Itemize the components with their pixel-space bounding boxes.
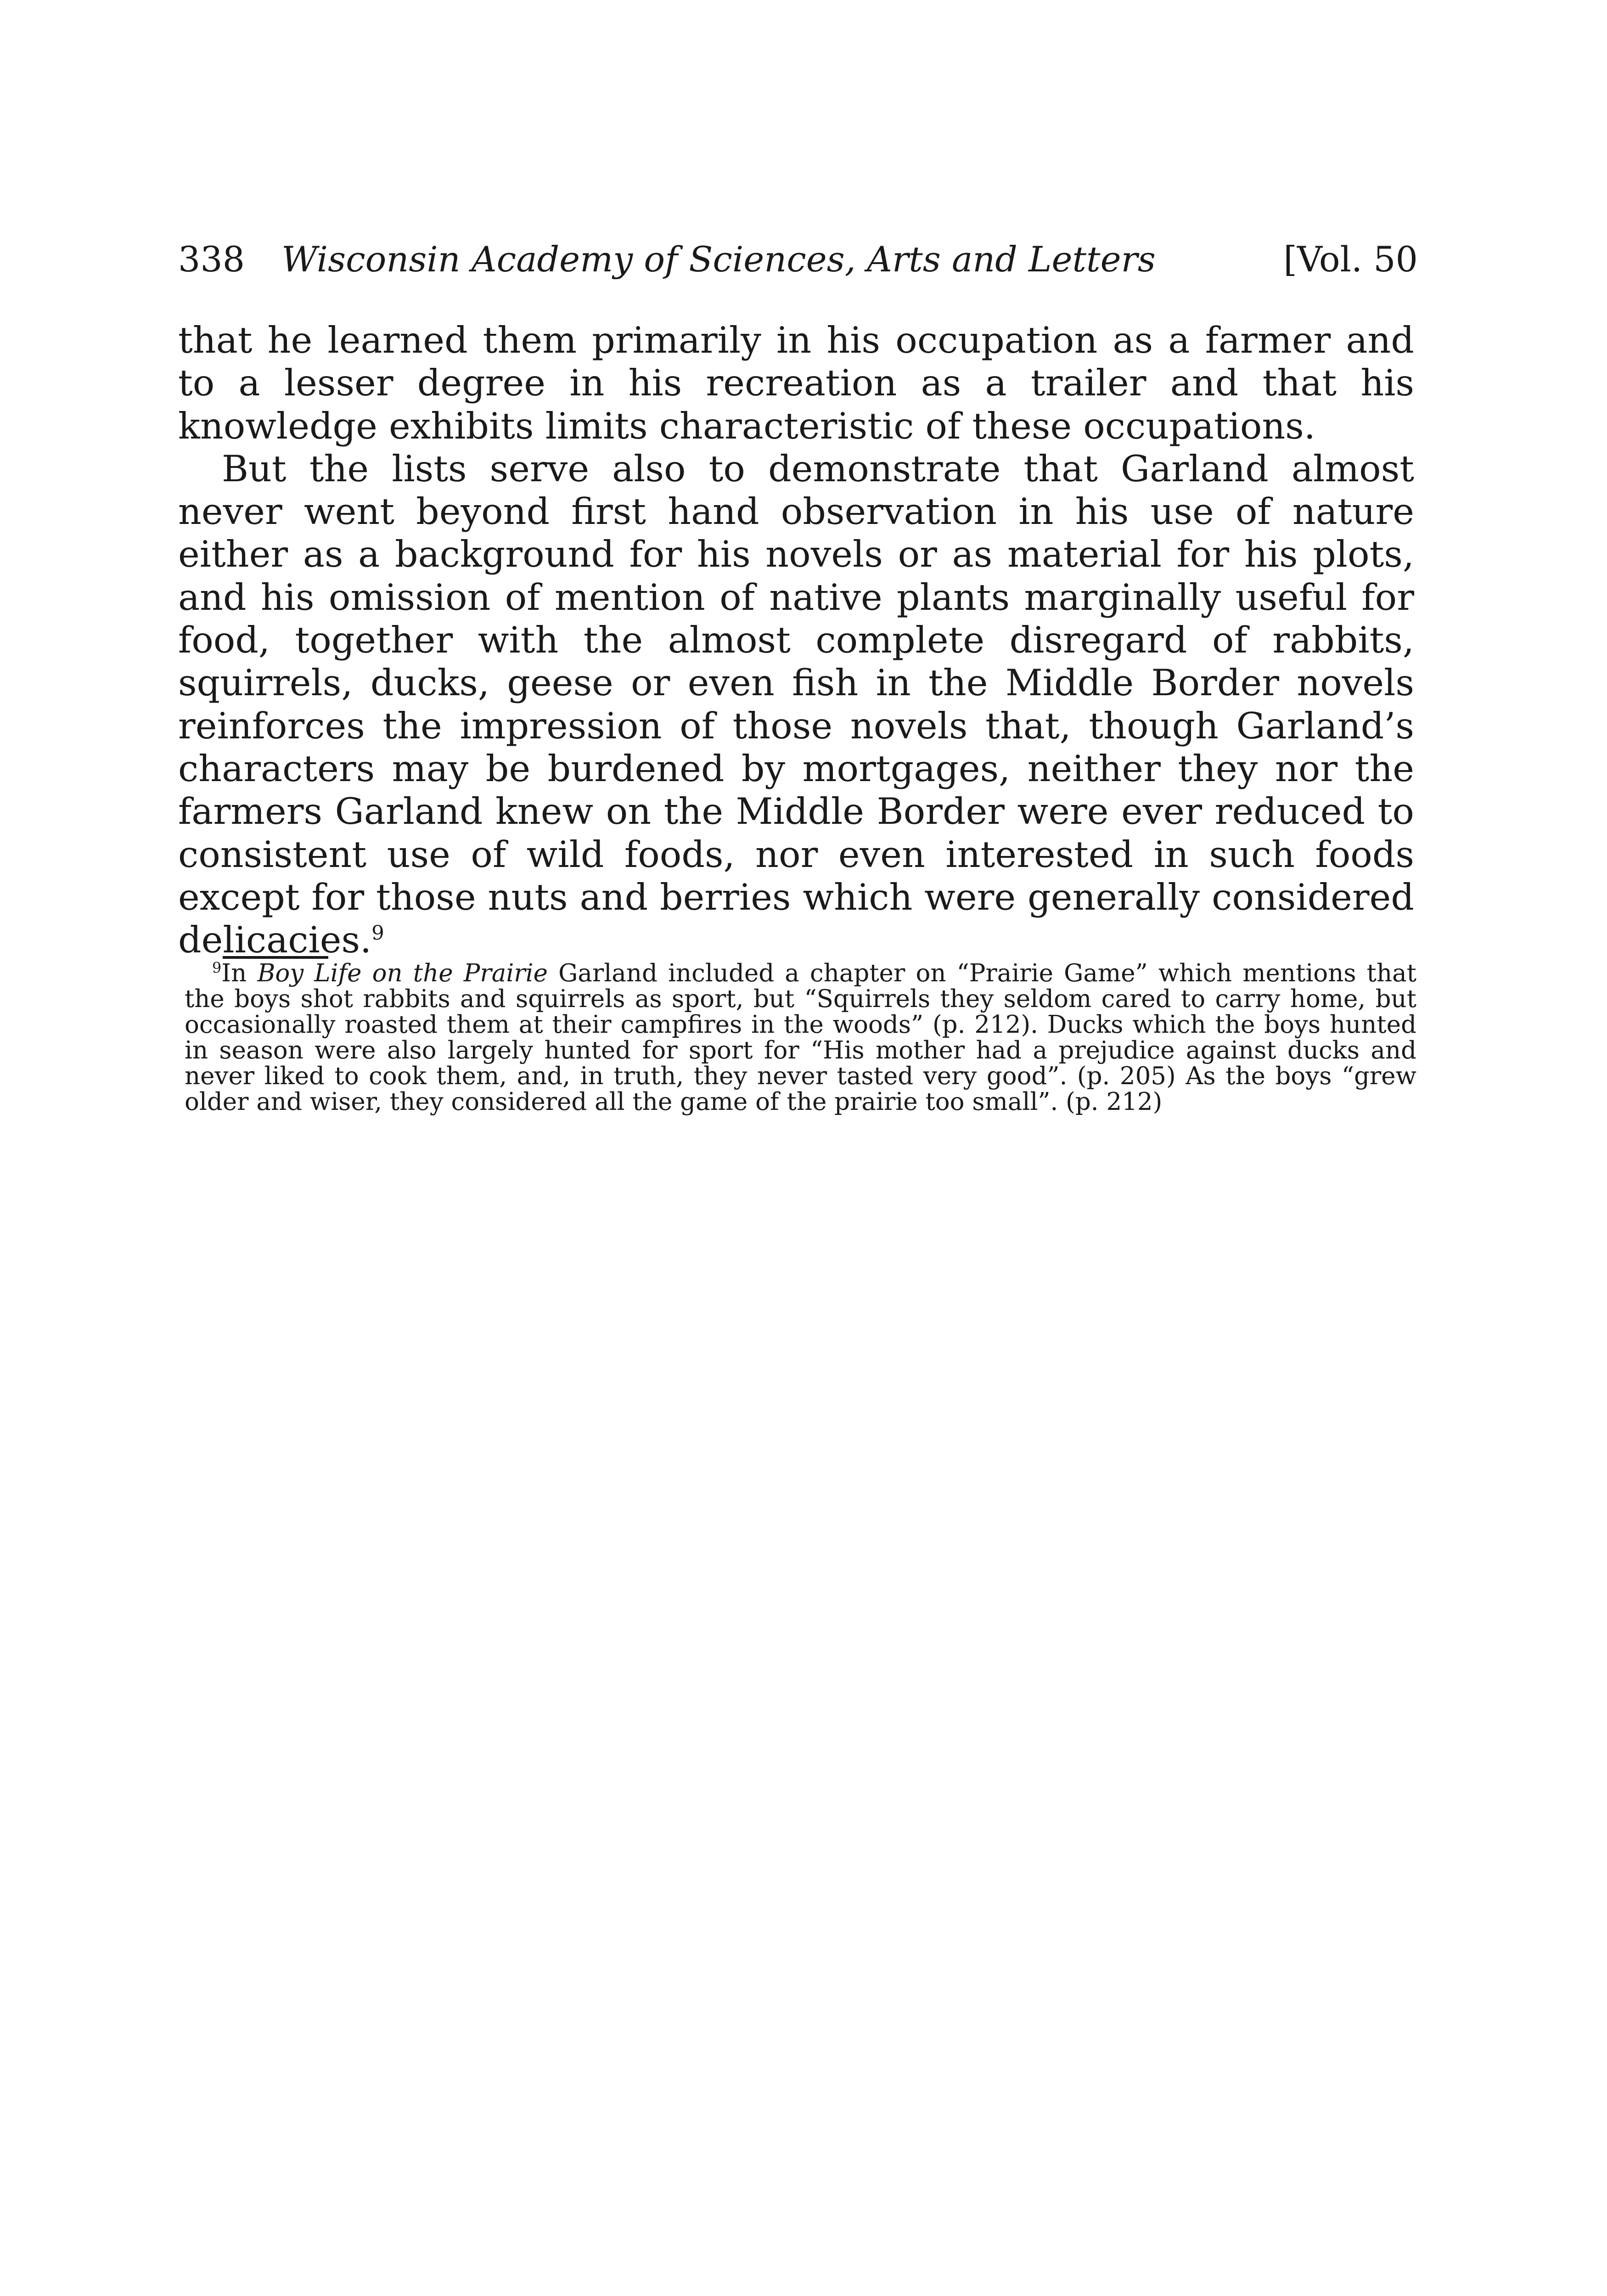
footnote-reference: 9 [371, 922, 384, 945]
footnote-paragraph [185, 961, 1416, 1115]
running-header [178, 236, 1418, 282]
paragraph-2 [178, 448, 1414, 962]
running-title: Wisconsin Academy of Sciences, Arts and Letters [281, 239, 1156, 280]
page-number: 338 [178, 239, 245, 280]
footnote-intro: In [221, 959, 258, 987]
footnote-marker: 9 [212, 959, 222, 977]
paragraph-1: that he learned them primarily in his occupation as a farmer and to a lesser degree in his recreation as a trailer and that his knowledge exhibits limits characteristic of these occupations. [178, 319, 1414, 447]
volume-label: [Vol. 50 [1283, 239, 1418, 280]
footnote-text: Garland included a chapter on “Prairie Game” which mentions that the boys shot rabbits and squirrels as sport, but “Squirrels they seldom cared to carry home, but occasionally roasted them at their campfires in the woods” (p. 212). Ducks which the boys hunted in season were also largely hunted for sport for “His mother had a prejudice against ducks and never liked to cook them, and, in truth, they never tasted very good”. (p. 205) As the boys “grew older and wiser, they considered all the game of the prairie too small”. (p. 212) [185, 959, 1416, 1116]
body-text [178, 319, 1414, 962]
footnote [185, 961, 1416, 1115]
footnote-book-title: Boy Life on the Prairie [257, 959, 548, 987]
footnote-divider [223, 956, 328, 959]
paragraph-2-text: But the lists serve also to demonstrate that Garland almost never went beyond first hand observation in his use of nature either as a background for his novels or as material for his plots, and his omission of mention of native plants marginally useful for food, together with the almost complete disregard of rabbits, squirrels, ducks, geese or even fish in the Middle Border novels reinforces the impression of those novels that, though Garland’s characters may be burdened by mortgages, neither they nor the farmers Garland knew on the Middle Border were ever reduced to consistent use of wild foods, nor even interested in such foods except for those nuts and berries which were generally considered delicacies. [178, 447, 1414, 962]
